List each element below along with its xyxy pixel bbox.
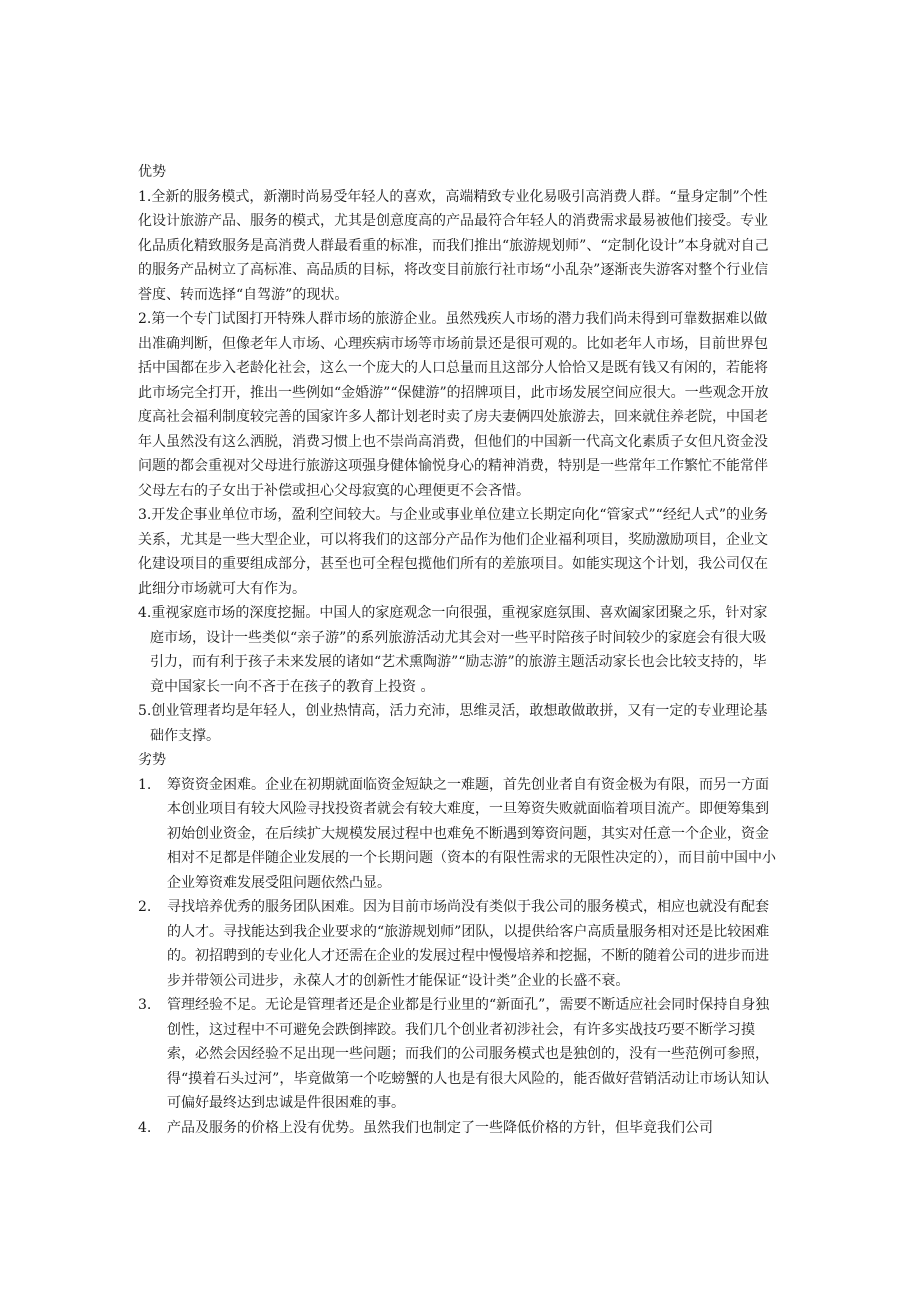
advantage-item-2 [138,307,778,503]
disadvantage-item-number: 4. [138,1119,152,1136]
advantage-item-4 [138,601,778,699]
advantage-item-number: 2. [138,311,152,327]
advantage-item-1 [138,185,778,308]
advantage-item-text: 全新的服务模式，新潮时尚易受年轻人的喜欢，高端精致专业化易吸引高消费人群。“量身定制”个性化设计旅游产品、服务的模式，尤其是创意度高的产品最符合年轻人的消费需求最易被他们接受。专业化品质化精致服务是高消费人群最看重的标准，而我们推出“旅游规划师”、“定制化设计”本身就对自己的服务产品树立了高标准、高品质的目标，将改变目前旅行社市场“小乱杂”逐渐丧失游客对整个行业信誉度、转而选择“自驾游”的现状。 [138,188,769,303]
advantage-item-3 [138,503,778,601]
advantage-item-number: 4. [138,605,152,621]
disadvantages-heading: 劣势 [138,752,166,768]
advantage-item-number: 1. [138,188,152,205]
disadvantage-item-2 [138,895,778,993]
advantage-item-number: 3. [138,507,152,523]
disadvantage-item-3 [138,993,778,1116]
disadvantage-item-text: 筹资资金困难。企业在初期就面临资金短缺之一难题，首先创业者自有资金极为有限，而另一方面本创业项目有较大风险寻找投资者就会有较大难度，一旦筹资失败就面临着项目流产。即便筹集到初始创业资金，在后续扩大规模发展过程中也难免不断遇到筹资问题，其实对任意一个企业，资金相对不足都是伴随企业发展的一个长期问题（资本的有限性需求的无限性决定的），而目前中国中小企业筹资难发展受阻问题依然凸显。 [167,776,776,891]
advantage-item-5 [138,699,778,748]
advantages-heading: 优势 [138,164,166,180]
disadvantage-item-text: 寻找培养优秀的服务团队困难。因为目前市场尚没有类似于我公司的服务模式，相应也就没有配套的人才。寻找能达到我企业要求的“旅游规划师”团队，以提供给客户高质量服务相对还是比较困难的。初招聘到的专业化人才还需在企业的发展过程中慢慢培养和挖掘，不断的随着公司的进步而进步并带领公司进步，永葆人才的创新性才能保证“设计类”企业的长盛不衰。 [167,899,770,989]
disadvantage-item-number: 3. [138,997,152,1013]
advantage-item-text: 重视家庭市场的深度挖掘。中国人的家庭观念一向很强，重视家庭氛围、喜欢阖家团聚之乐，针对家庭市场，设计一些类似“亲子游”的系列旅游活动尤其会对一些平时陪孩子时间较少的家庭会有很大吸引力，而有利于孩子未来发展的诸如“艺术熏陶游”“励志游”的旅游主题活动家长也会比较支持的，毕竟中国家长一向不吝于在孩子的教育上投资 。 [150,605,768,695]
disadvantages-list [138,773,778,1141]
disadvantage-item-text: 产品及服务的价格上没有优势。虽然我们也制定了一些降低价格的方针，但毕竟我们公司 [167,1119,713,1136]
disadvantage-item-number: 2. [138,899,152,915]
disadvantage-item-text: 管理经验不足。无论是管理者还是企业都是行业里的“新面孔”，需要不断适应社会同时保持自身独创性，这过程中不可避免会跌倒摔跤。我们几个创业者初涉社会，有许多实战技巧要不断学习摸索，必然会因经验不足出现一些问题；而我们的公司服务模式也是独创的，没有一些范例可参照，得“摸着石头过河”，毕竟做第一个吃螃蟹的人也是有很大风险的，能否做好营销活动让市场认知认可偏好最终达到忠诚是件很困难的事。 [167,997,770,1111]
advantage-item-text: 第一个专门试图打开特殊人群市场的旅游企业。虽然残疾人市场的潜力我们尚未得到可靠数据难以做出准确判断，但像老年人市场、心理疾病市场等市场前景还是很可观的。比如老年人市场，目前世界包括中国都在步入老龄化社会，这么一个庞大的人口总量而且这部分人恰恰又是既有钱又有闲的，若能将此市场完全打开，推出一些例如“金婚游”“保健游”的招牌项目，此市场发展空间应很大。一些观念开放度高社会福利制度较完善的国家许多人都计划老时卖了房夫妻俩四处旅游去，回来就住养老院，中国老年人虽然没有这么洒脱，消费习惯上也不崇尚高消费，但他们的中国新一代高文化素质子女但凡资金没问题的都会重视对父母进行旅游这项强身健体愉悦身心的精神消费，特别是一些常年工作繁忙不能常伴父母左右的子女出于补偿或担心父母寂寞的心理便更不会吝惜。 [138,311,769,499]
document-content [138,160,778,1140]
disadvantage-item-1 [138,773,778,896]
advantage-item-text: 开发企事业单位市场，盈利空间较大。与企业或事业单位建立长期定向化“管家式”“经纪人式”的业务关系，尤其是一些大型企业，可以将我们的这部分产品作为他们企业福利项目，奖励激励项目，企业文化建设项目的重要组成部分，甚至也可全程包揽他们所有的差旅项目。如能实现这个计划，我公司仅在此细分市场就可大有作为。 [138,507,768,597]
disadvantage-item-4 [138,1116,778,1141]
advantage-item-text: 创业管理者均是年轻人，创业热情高，活力充沛，思维灵活，敢想敢做敢拼，又有一定的专业理论基础作支撑。 [150,703,768,744]
advantage-item-number: 5. [138,703,152,719]
disadvantage-item-number: 1. [138,776,152,793]
